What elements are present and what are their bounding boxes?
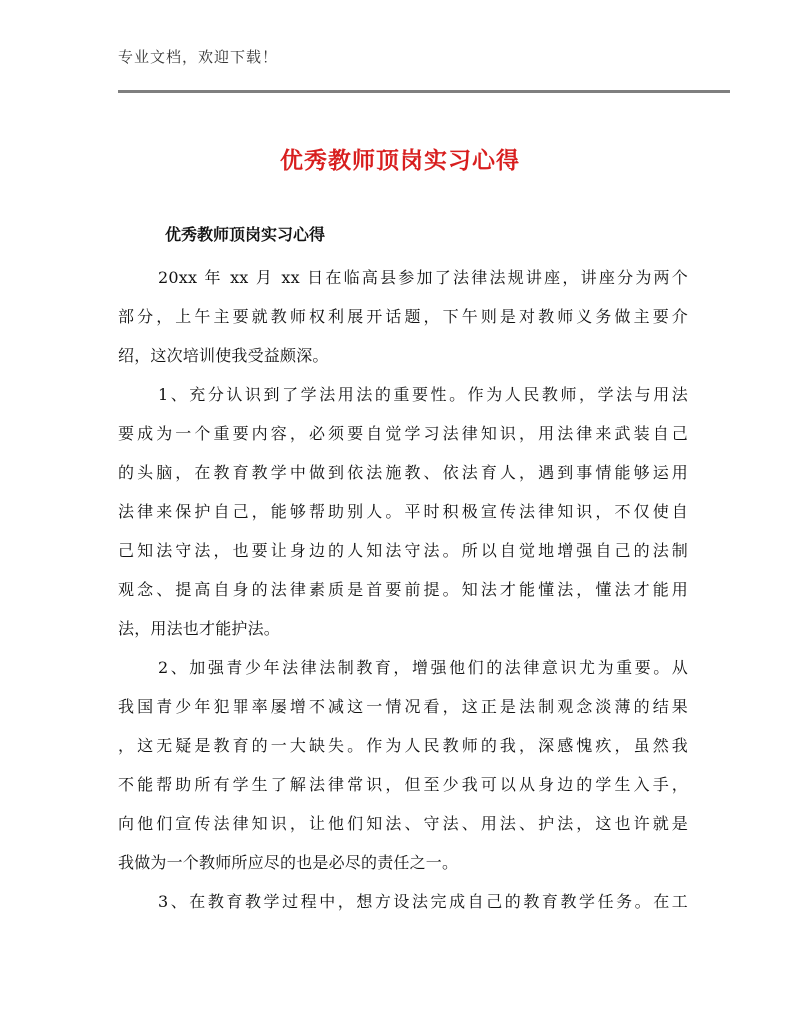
body-line: 观念、提高自身的法律素质是首要前提。知法才能懂法，懂法才能用 [118,580,688,599]
document-body [118,258,688,921]
body-line: 部分，上午主要就教师权利展开话题，下午则是对教师义务做主要介 [118,307,688,326]
document-subtitle: 优秀教师顶岗实习心得 [165,225,326,244]
header-note: 专业文档，欢迎下载！ [118,48,279,66]
body-line: 1、充分认识到了学法用法的重要性。作为人民教师，学法与用法 [158,385,688,404]
body-line: 向他们宣传法律知识，让他们知法、守法、用法、护法，这也许就是 [118,814,688,833]
body-line: 的头脑，在教育教学中做到依法施教、依法育人，遇到事情能够运用 [118,463,688,482]
body-line: 3、在教育教学过程中，想方设法完成自己的教育教学任务。在工 [158,892,688,911]
body-line: 法，用法也才能护法。 [118,619,281,638]
body-line: 2、加强青少年法律法制教育，增强他们的法律意识尤为重要。从 [158,658,688,677]
body-line: 不能帮助所有学生了解法律常识，但至少我可以从身边的学生入手， [118,775,688,794]
document-title: 优秀教师顶岗实习心得 [280,148,520,174]
body-line: 20xx 年 xx 月 xx 日在临高县参加了法律法规讲座，讲座分为两个 [158,268,688,287]
body-line: ，这无疑是教育的一大缺失。作为人民教师的我，深感愧疚，虽然我 [118,736,688,755]
body-line: 我国青少年犯罪率屡增不减这一情况看，这正是法制观念淡薄的结果 [118,697,688,716]
body-line: 绍，这次培训使我受益颇深。 [118,346,329,365]
header-divider [118,90,730,93]
body-line: 我做为一个教师所应尽的也是必尽的责任之一。 [118,853,459,872]
body-line: 己知法守法，也要让身边的人知法守法。所以自觉地增强自己的法制 [118,541,688,560]
body-line: 要成为一个重要内容，必须要自觉学习法律知识，用法律来武装自己 [118,424,688,443]
body-line: 法律来保护自己，能够帮助别人。平时积极宣传法律知识，不仅使自 [118,502,688,521]
